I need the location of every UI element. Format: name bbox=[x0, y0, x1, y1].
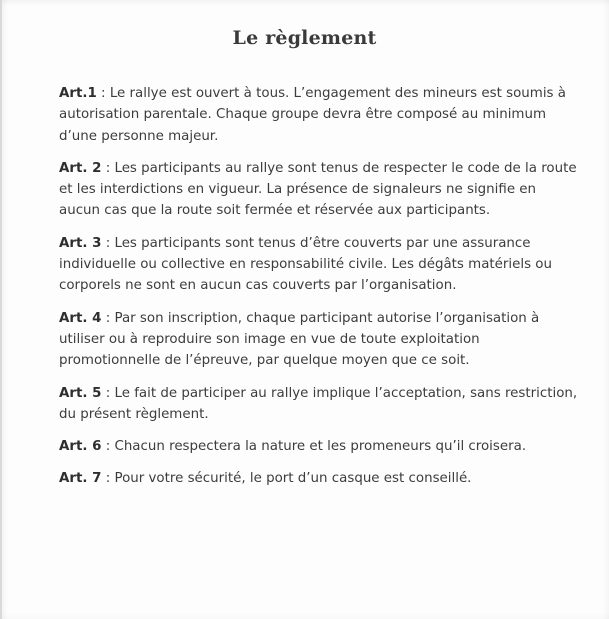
article-label: Art.1 bbox=[59, 86, 97, 101]
article-label: Art. 6 bbox=[59, 439, 102, 455]
article-text: Chacun respectera la nature et les promeneurs qu’il croisera. bbox=[114, 439, 527, 455]
page-edge-shadow bbox=[0, 0, 2, 619]
article-text: Les participants sont tenus d’être couverts par une assurance individuelle ou collective en responsabilité civile. Les dégâts matériels ou corporels ne sont en aucun cas couverts par l’organisation. bbox=[59, 235, 552, 294]
article-label: Art. 5 bbox=[59, 385, 102, 401]
article-separator: : bbox=[101, 235, 115, 251]
article-separator: : bbox=[96, 86, 110, 101]
article-separator: : bbox=[101, 310, 115, 326]
article-separator: : bbox=[101, 439, 115, 455]
document-title: Le règlement bbox=[232, 27, 377, 49]
article-label: Art. 3 bbox=[59, 235, 102, 251]
article-separator: : bbox=[101, 160, 115, 176]
articles-list bbox=[59, 83, 579, 501]
article-label: Art. 7 bbox=[59, 471, 102, 487]
article-label: Art. 2 bbox=[59, 160, 102, 176]
article-text: Les participants au rallye sont tenus de respecter le code de la route et les interdictions en vigueur. La présence de signaleurs ne signifie en aucun cas que la route soit fermée et réservée aux participants. bbox=[59, 160, 577, 219]
article-label: Art. 4 bbox=[59, 310, 102, 326]
article-separator: : bbox=[101, 385, 115, 401]
article-4 bbox=[59, 308, 579, 372]
article-6 bbox=[59, 436, 579, 457]
article-text: Le fait de participer au rallye implique l’acceptation, sans restriction, du présent règlement. bbox=[59, 385, 578, 422]
article-text: Pour votre sécurité, le port d’un casque est conseillé. bbox=[114, 471, 472, 487]
article-5 bbox=[59, 383, 579, 426]
article-separator: : bbox=[101, 471, 115, 487]
article-text: Le rallye est ouvert à tous. L’engagement des mineurs est soumis à autorisation parentale. Chaque groupe devra être composé au minimum d’une personne majeur. bbox=[59, 86, 566, 144]
article-1 bbox=[59, 83, 579, 147]
article-text: Par son inscription, chaque participant autorise l’organisation à utiliser ou à reproduire son image en vue de toute exploitation promotionnelle de l’épreuve, par quelque moyen que ce soit. bbox=[59, 310, 540, 369]
article-7 bbox=[59, 468, 579, 489]
article-3 bbox=[59, 233, 579, 297]
article-2 bbox=[59, 158, 579, 222]
